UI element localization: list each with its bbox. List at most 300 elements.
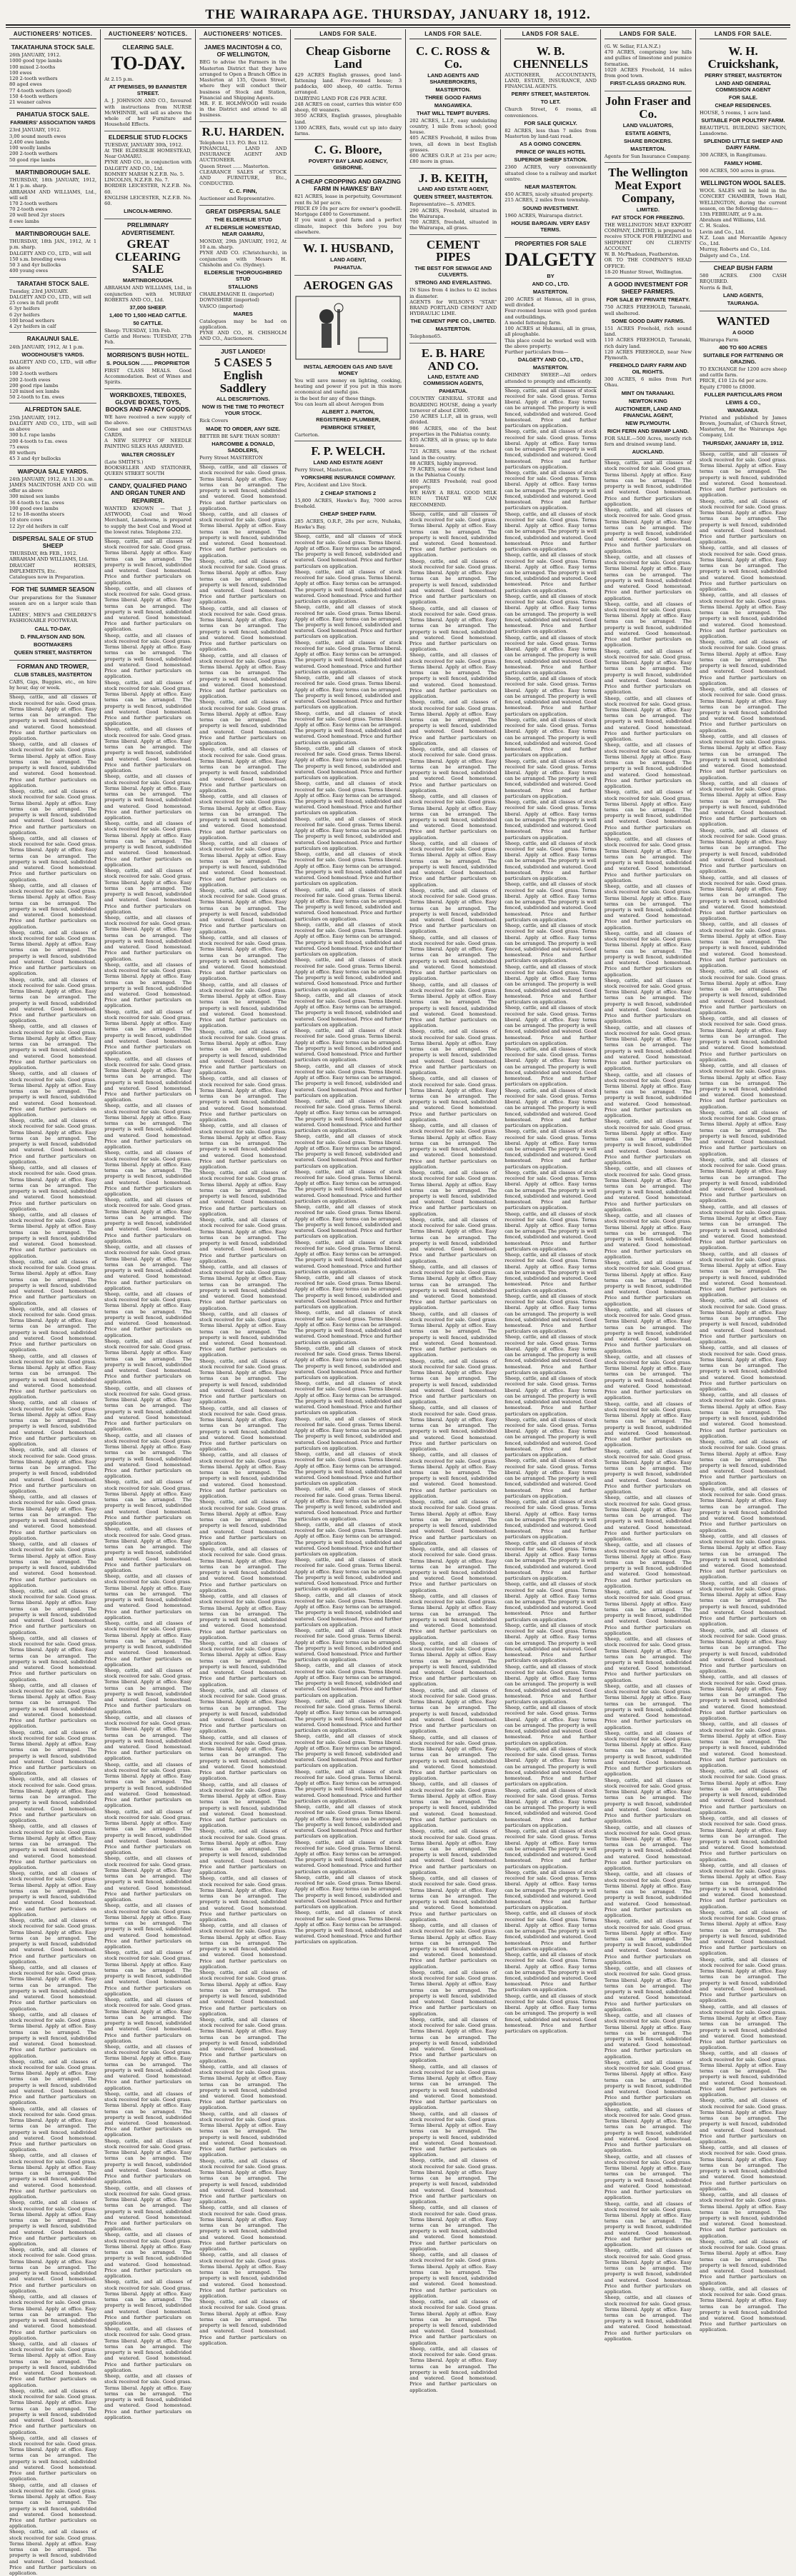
ad-line: Queen Street ...... Masterton. (199, 163, 270, 169)
ad-line: Catalogues may be had on application. (199, 318, 287, 330)
ad-title: TAKATAHUNA STOCK SALE. (11, 44, 95, 51)
ad-title: A CHEAP CROPPING AND GRAZING FARM IN HAWKES' BAY (295, 178, 401, 193)
ad-line: 400 TO 600 ACRES (719, 344, 767, 351)
filler-text: Sheep, cattle, and all classes of stock received for sale. Good grass. Terms liberal. Apply at office. Easy terms can be arranged. The property is well fenced, subdivided and watered. Good homestead. Price and further particulars on application. (604, 1871, 692, 1919)
column (695, 29, 790, 2333)
filler-text: Sheep, cattle, and all classes of stock received for sale. Good grass. Terms liberal. Apply at office. Easy terms can be arranged. The property is well fenced, subdivided and watered. Good homestead. Price and further particulars on application. (409, 1875, 497, 1923)
filler-text: Sheep, cattle, and all classes of stock received for sale. Good grass. Terms liberal. Apply at office. Easy terms can be arranged. The property is well fenced, subdivided and watered. Good homestead. Price and further particulars on application. (604, 1965, 692, 2013)
ad-line: AS A GOING CONCERN. (519, 141, 582, 148)
ad-line: 248 ACRES on coast, carries this winter 650 sheep, 60 weaners. (294, 101, 402, 114)
ad-title: ALFREDTON SALE. (24, 406, 81, 414)
filler-text: Sheep, cattle, and all classes of stock received for sale. Good grass. Terms liberal. Apply at office. Easy terms can be arranged. The property is well fenced, subdivided and watered. Good homestead. Price and further particulars on application. (9, 2247, 97, 2294)
ad-line: SPLENDID LITTLE SHEEP AND DAIRY FARM. (703, 138, 783, 151)
filler-text: Sheep, cattle, and all classes of stock received for sale. Good grass. Terms liberal. Apply at office. Easy terms can be arranged. The property is well fenced, subdivided and watered. Good homestead. Price and further particulars on application. (199, 793, 287, 841)
ad-line: SUITABLE FOR FATTENING OR GRAZING. (702, 351, 784, 365)
filler-text: Sheep, cattle, and all classes of stock received for sale. Good grass. Terms liberal. Apply at office. Easy terms can be arranged. The property is well fenced, subdivided and watered. Good homestead. Price and further particulars on application. (409, 1076, 497, 1123)
filler-text: Sheep, cattle, and all classes of stock received for sale. Good grass. Terms liberal. Apply at office. Easy terms can be arranged. The property is well fenced, subdivided and watered. Good homestead. Price and further particulars on application. (294, 533, 402, 569)
filler-text: Sheep, cattle, and all classes of stock received for sale. Good grass. Terms liberal. Apply at office. Easy terms can be arranged. The property is well fenced, subdivided and watered. Good homestead. Price and further particulars on application. (409, 1781, 497, 1829)
ad-line: PRICE, £10 12s 6d per acre. (699, 378, 768, 384)
filler-text: Sheep, cattle, and all classes of stock received for sale. Good grass. Terms liberal. Apply at office. Easy terms can be arranged. The property is well fenced, subdivided and watered. Good homestead. Price and further particulars on application. (699, 1298, 787, 1345)
filler-text: Sheep, cattle, and all classes of stock received for sale. Good grass. Terms liberal. Apply at office. Easy terms can be arranged. The property is well fenced, subdivided and watered. Good homestead. Price and further particulars on application. (409, 793, 497, 841)
ad-line: THE BEST FOR SEWAGE AND CULVERTS. (414, 265, 492, 279)
ad-line: Abraham and Williams, Ltd. (699, 217, 767, 224)
ad-line: STRONG AND EVERLASTING. (414, 279, 492, 286)
ad-line: FOR SALE.—500 Acres, mostly rich fern and drained swamp land. (604, 435, 692, 447)
filler-text: Sheep, cattle, and all classes of stock received for sale. Good grass. Terms liberal. Apply at office. Easy terms can be arranged. The property is well fenced, subdivided and watered. Good homestead. Price and further particulars on application. (409, 558, 497, 606)
advertisement (9, 333, 96, 404)
filler-text: Sheep, cattle, and all classes of stock received for sale. Good grass. Terms liberal. Apply at office. Easy terms can be arranged. The property is well fenced, subdivided and watered. Good homestead. Price and further particulars on application. (104, 2043, 192, 2091)
filler-text: Sheep, cattle, and all classes of stock received for sale. Good grass. Terms liberal. Apply at office. Easy terms can be arranged. The property is well fenced, subdivided and watered. Good homestead. Price and further particulars on application. (9, 1918, 97, 1965)
ad-line: A NEW SUPPLY OF NEEDLE PAINTING SILKS HAS ARRIVED. (104, 438, 192, 450)
ad-title: John Fraser and Co. (605, 94, 691, 121)
filler-text: Sheep, cattle, and all classes of stock received for sale. Good grass. Terms liberal. Apply at office. Easy terms can be arranged. The property is well fenced, subdivided and watered. Good homestead. Price and further particulars on application. (199, 887, 287, 935)
ad-line: 2 CHEAP STATIONS 2 (320, 489, 376, 496)
ad-line: LAND AND ESTATE AGENT, (417, 186, 489, 193)
ad-line: (G. W. Sellar, F.I.A.N.Z.) (604, 44, 661, 49)
ad-line: 50 good ripe lambs (9, 156, 56, 163)
ad-line: S. POULSON ........ PROPRIETOR (106, 359, 190, 366)
ad-line: CALL TO-DAY. (34, 625, 71, 632)
ad-title: DISPERSAL SALE OF STUD SHEEP (12, 534, 94, 549)
advertisement (9, 466, 96, 533)
filler-text: Sheep, cattle, and all classes of stock received for sale. Good grass. Terms liberal. Apply at office. Easy terms can be arranged. The property is well fenced, subdivided and watered. Good homestead. Price and further particulars on application. (104, 773, 192, 821)
filler-text: Sheep, cattle, and all classes of stock received for sale. Good grass. Terms liberal. Apply at office. Easy terms can be arranged. The property is well fenced, subdivided and watered. Good homestead. Price and further particulars on application. (604, 460, 692, 507)
advertisement (199, 346, 287, 464)
filler-text: Sheep, cattle, and all classes of stock received for sale. Good grass. Terms liberal. Apply at office. Easy terms can be arranged. The property is well fenced, subdivided and watered. Good homestead. Price and further particulars on application. (504, 470, 597, 511)
ad-line: 721 ACRES, some of the richest land in the country. (409, 448, 497, 461)
ad-line: C. C. FINN, (229, 188, 257, 195)
ad-line: LAND, ESTATE AND COMMISSION AGENTS, (423, 374, 484, 387)
filler-text: Sheep, cattle, and all classes of stock received for sale. Good grass. Terms liberal. Apply at office. Easy terms can be arranged. The property is well fenced, subdivided and watered. Good homestead. Price and further particulars on application. (9, 2011, 97, 2059)
ad-line: THURSDAY, 18th JANUARY, 1912, At 1 p.m. sharp. (9, 177, 97, 189)
filler-text: Sheep, cattle, and all classes of stock received for sale. Good grass. Terms liberal. Apply at office. Easy terms can be arranged. The property is well fenced, subdivided and watered. Good homestead. Price and further particulars on application. (9, 882, 97, 930)
ad-line: Tuesday, 23rd JANUARY. (9, 288, 69, 294)
ad-line: 429 ACRES English grasses, good land-fattening land. Five-roomed house; 3 paddocks, 400 sheep, 40 cattle. Terms arranged. (294, 71, 402, 96)
advertisement (9, 228, 96, 278)
ad-line: FAMILY HOME. (724, 159, 762, 166)
advertisement (9, 41, 96, 109)
ad-line: Cattle and Horses: TUESDAY, 27th Feb. (104, 334, 192, 346)
ad-title: C. G. Bloore, (314, 143, 382, 157)
filler-text: Sheep, cattle, and all classes of stock received for sale. Good grass. Terms liberal. Apply at office. Easy terms can be arranged. The property is well fenced, subdivided and watered. Good homestead. Price and further particulars on application. (604, 695, 692, 743)
filler-text: Sheep, cattle, and all classes of stock received for sale. Good grass. Terms liberal. Apply at office. Easy terms can be arranged. The property is well fenced, subdivided and watered. Good homestead. Price and further particulars on application. (604, 1213, 692, 1260)
ad-title: WELLINGTON WOOL SALES. (700, 179, 786, 186)
filler-text: Sheep, cattle, and all classes of stock received for sale. Good grass. Terms liberal. Apply at office. Easy terms can be arranged. The property is well fenced, subdivided and watered. Good homestead. Price and further particulars on application. (409, 1923, 497, 1970)
filler-text: Sheep, cattle, and all classes of stock received for sale. Good grass. Terms liberal. Apply at office. Easy terms can be arranged. The property is well fenced, subdivided and watered. Good homestead. Price and further particulars on application. (9, 976, 97, 1024)
column (100, 29, 195, 2420)
filler-text: Sheep, cattle, and all classes of stock received for sale. Good grass. Terms liberal. Apply at office. Easy terms can be arranged. The property is well fenced, subdivided and watered. Good homestead. Price and further particulars on application. (604, 1683, 692, 1730)
filler-text: Sheep, cattle, and all classes of stock received for sale. Good grass. Terms liberal. Apply at office. Easy terms can be arranged. The property is well fenced, subdivided and watered. Good homestead. Price and further particulars on application. (9, 1870, 97, 1918)
ad-line: 50 CATTLE. (133, 319, 163, 326)
ad-headline: DALGETY (504, 249, 597, 270)
filler-text: Sheep, cattle, and all classes of stock received for sale. Good grass. Terms liberal. Apply at office. Easy terms can be arranged. The property is well fenced, subdivided and watered. Good homestead. Price and further particulars on application. (604, 1448, 692, 1495)
filler-text: Sheep, cattle, and all classes of stock received for sale. Good grass. Terms liberal. Apply at office. Easy terms can be arranged. The property is well fenced, subdivided and watered. Good homestead. Price and further particulars on application. (9, 1071, 97, 1118)
filler-text: Sheep, cattle, and all classes of stock received for sale. Good grass. Terms liberal. Apply at office. Easy terms can be arranged. The property is well fenced, subdivided and watered. Good homestead. Price and further particulars on application. (699, 1251, 787, 1298)
filler-text: Sheep, cattle, and all classes of stock received for sale. Good grass. Terms liberal. Apply at office. Easy terms can be arranged. The property is well fenced, subdivided and watered. Good homestead. Price and further particulars on application. (9, 1635, 97, 1683)
filler-text: Sheep, cattle, and all classes of stock received for sale. Good grass. Terms liberal. Apply at office. Easy terms can be arranged. The property is well fenced, subdivided and watered. Good homestead. Price and further particulars on application. (294, 1239, 402, 1275)
filler-text: Sheep, cattle, and all classes of stock received for sale. Good grass. Terms liberal. Apply at office. Easy terms can be arranged. The property is well fenced, subdivided and watered. Good homestead. Price and further particulars on application. (294, 1098, 402, 1134)
ad-line: Perry Street MASTERTON (199, 454, 263, 461)
filler-text: Sheep, cattle, and all classes of stock received for sale. Good grass. Terms liberal. Apply at office. Easy terms can be arranged. The property is well fenced, subdivided and watered. Good homestead. Price and further particulars on application. (604, 2059, 692, 2107)
column (6, 29, 100, 2576)
ad-title: A GOOD INVESTMENT FOR SHEEP FARMERS. (608, 280, 688, 296)
ad-line: HARCOMBE & DONALD, SADDLERS, (212, 440, 275, 453)
filler-text: Sheep, cattle, and all classes of stock received for sale. Good grass. Terms liberal. Apply at office. Easy terms can be arranged. The property is well fenced, subdivided and watered. Good homestead. Price and further particulars on application. (409, 1358, 497, 1405)
advertisement (409, 344, 497, 511)
filler-text: Sheep, cattle, and all classes of stock received for sale. Good grass. Terms liberal. Apply at office. Easy terms can be arranged. The property is well fenced, subdivided and watered. Good homestead. Price and further particulars on application. (294, 675, 402, 711)
masthead-rule (6, 24, 790, 26)
filler-text: Sheep, cattle, and all classes of stock received for sale. Good grass. Terms liberal. Apply at office. Easy terms can be arranged. The property is well fenced, subdivided and watered. Good homestead. Price and further particulars on application. (604, 1306, 692, 1354)
ad-line: Our preparations for the Summer season are on a larger scale than ever. (9, 594, 97, 612)
ad-line: 80 aged ewes (9, 81, 42, 88)
ad-line: SOUND INVESTMENT. (522, 204, 579, 211)
advertisement (294, 276, 402, 441)
filler-text: Sheep, cattle, and all classes of stock received for sale. Good grass. Terms liberal. Apply at office. Easy terms can be arranged. The property is well fenced, subdivided and watered. Good homestead. Price and further particulars on application. (504, 1828, 597, 1870)
ad-line: 25th JANUARY, 1912. (9, 414, 61, 421)
ad-line: LEWIS & CO., (725, 399, 761, 406)
filler-text: Sheep, cattle, and all classes of stock received for sale. Good grass. Terms liberal. Apply at office. Easy terms can be arranged. The property is well fenced, subdivided and watered. Good homestead. Price and further particulars on application. (9, 2294, 97, 2341)
ad-line: FIRST CLASS MEALS. Good Accommodation. Best of Wines and Spirits. (104, 367, 192, 386)
ad-line: BOOKSELLER AND STATIONER, QUEEN STREET SOUTH (104, 464, 192, 476)
ad-line: 26th JANUARY, 1912. (9, 52, 61, 59)
filler-text: Sheep, cattle, and all classes of stock received for sale. Good grass. Terms liberal. Apply at office. Easy terms can be arranged. The property is well fenced, subdivided and watered. Good homestead. Price and further particulars on application. (409, 699, 497, 746)
ad-line: WE HAVE A REAL GOOD MILK RUN THAT WE CAN RECOMMEND. (409, 490, 497, 508)
ad-line: VASCO (imported) (199, 303, 244, 309)
filler-text: Sheep, cattle, and all classes of stock received for sale. Good grass. Terms liberal. Apply at office. Easy terms can be arranged. The property is well fenced, subdivided and watered. Good homestead. Price and further particulars on application. (294, 639, 402, 675)
ad-title: PAHIATUA STOCK SALE. (16, 111, 89, 119)
ad-line: MASTERTON. (435, 326, 471, 333)
filler-text: Sheep, cattle, and all classes of stock received for sale. Good grass. Terms liberal. Apply at office. Easy terms can be arranged. The property is well fenced, subdivided and watered. Good homestead. Price and further particulars on application. (9, 2340, 97, 2388)
filler-text: Sheep, cattle, and all classes of stock received for sale. Good grass. Terms liberal. Apply at office. Easy terms can be arranged. The property is well fenced, subdivided and watered. Good homestead. Price and further particulars on application. (409, 1969, 497, 2017)
filler-text: Sheep, cattle, and all classes of stock received for sale. Good grass. Terms liberal. Apply at office. Easy terms can be arranged. The property is well fenced, subdivided and watered. Good homestead. Price and further particulars on application. (294, 957, 402, 993)
ad-line: 750 ACRES FREEHOLD, Taranaki, well sheltered. (604, 304, 692, 316)
filler-text: Sheep, cattle, and all classes of stock received for sale. Good grass. Terms liberal. Apply at office. Easy terms can be arranged. The property is well fenced, subdivided and watered. Good homestead. Price and further particulars on application. (604, 2247, 692, 2295)
ad-title: W. I. HUSBAND, (303, 241, 394, 256)
ad-title: WORKBOXES, TIEBOXES, GLOVE BOXES, TOYS, BOOKS AND FANCY GOODS. (105, 391, 191, 413)
filler-text: Sheep, cattle, and all classes of stock received for sale. Good grass. Terms liberal. Apply at office. Easy terms can be arranged. The property is well fenced, subdivided and watered. Good homestead. Price and further particulars on application. (504, 1046, 597, 1088)
filler-text: Sheep, cattle, and all classes of stock received for sale. Good grass. Terms liberal. Apply at office. Easy terms can be arranged. The property is well fenced, subdivided and watered. Good homestead. Price and further particulars on application. (604, 1118, 692, 1166)
filler-text: Sheep, cattle, and all classes of stock received for sale. Good grass. Terms liberal. Apply at office. Easy terms can be arranged. The property is well fenced, subdivided and watered. Good homestead. Price and further particulars on application. (199, 981, 287, 1029)
ad-line: ALBERT J. PARTON, (322, 408, 375, 415)
advertisement (104, 389, 191, 481)
filler-text: Sheep, cattle, and all classes of stock received for sale. Good grass. Terms liberal. Apply at office. Easy terms can be arranged. The property is well fenced, subdivided and watered. Good homestead. Price and further particulars on application. (294, 1063, 402, 1098)
advertisement (700, 262, 787, 311)
ad-line: Rick Covers (199, 418, 229, 424)
ad-line: Church Street, 6 rooms, all conveniences. (504, 106, 597, 119)
ad-line: LINCOLNS, N.Z.F.B. No. 7. (104, 177, 169, 184)
ad-line: LAND AGENT, (330, 256, 367, 263)
filler-text: Sheep, cattle, and all classes of stock received for sale. Good grass. Terms liberal. Apply at office. Easy terms can be arranged. The property is well fenced, subdivided and watered. Good homestead. Price and further particulars on application. (409, 1028, 497, 1076)
filler-text: Sheep, cattle, and all classes of stock received for sale. Good grass. Terms liberal. Apply at office. Easy terms can be arranged. The property is well fenced, subdivided and watered. Good homestead. Price and further particulars on application. (409, 1310, 497, 1358)
ad-line: AGENTS for WILSON'S "STAR" BRAND PORTLAND CEMENT AND HYDRAULIC LIME. (409, 299, 497, 317)
filler-text: Sheep, cattle, and all classes of stock received for sale. Good grass. Terms liberal. Apply at office. Easy terms can be arranged. The property is well fenced, subdivided and watered. Good homestead. Price and further particulars on application. (699, 921, 787, 969)
filler-text: Sheep, cattle, and all classes of stock received for sale. Good grass. Terms liberal. Apply at office. Easy terms can be arranged. The property is well fenced, subdivided and watered. Good homestead. Price and further particulars on application. (294, 1486, 402, 1522)
filler-text: Sheep, cattle, and all classes of stock received for sale. Good grass. Terms liberal. Apply at office. Easy terms can be arranged. The property is well fenced, subdivided and watered. Good homestead. Price and further particulars on application. (9, 835, 97, 883)
ad-line: PRINCE OF WALES HOTEL (516, 149, 586, 156)
advertisement (294, 239, 402, 276)
filler-text: Sheep, cattle, and all classes of stock received for sale. Good grass. Terms liberal. Apply at office. Easy terms can be arranged. The property is well fenced, subdivided and watered. Good homestead. Price and further particulars on application. (504, 840, 597, 882)
ad-line: FAT STOCK FOR FREEZING. (612, 214, 685, 221)
filler-text: Sheep, cattle, and all classes of stock received for sale. Good grass. Terms liberal. Apply at office. Easy terms can be arranged. The property is well fenced, subdivided and watered. Good homestead. Price and further particulars on application. (604, 1636, 692, 1683)
ad-line: FARMERS' ASSOCIATION YARDS (10, 119, 96, 126)
filler-text: Sheep, cattle, and all classes of stock received for sale. Good grass. Terms liberal. Apply at office. Easy terms can be arranged. The property is well fenced, subdivided and watered. Good homestead. Price and further particulars on application. (199, 699, 287, 747)
advertisement (104, 131, 191, 220)
ad-line: WE have received a new supply of the above. (104, 414, 192, 426)
filler-text: Sheep, cattle, and all classes of stock received for sale. Good grass. Terms liberal. Apply at office. Easy terms can be arranged. The property is well fenced, subdivided and watered. Good homestead. Price and further particulars on application. (104, 2138, 192, 2185)
advertisement (294, 176, 402, 239)
filler-text: Sheep, cattle, and all classes of stock received for sale. Good grass. Terms liberal. Apply at office. Easy terms can be arranged. The property is well fenced, subdivided and watered. Good homestead. Price and further particulars on application. (9, 788, 97, 836)
filler-text: Sheep, cattle, and all classes of stock received for sale. Good grass. Terms liberal. Apply at office. Easy terms can be arranged. The property is well fenced, subdivided and watered. Good homestead. Price and further particulars on application. (699, 1721, 787, 1768)
ad-line: This place could be worked well with the above property. (504, 337, 597, 349)
filler-text: Sheep, cattle, and all classes of stock received for sale. Good grass. Terms liberal. Apply at office. Easy terms can be arranged. The property is well fenced, subdivided and watered. Good homestead. Price and further particulars on application. (699, 733, 787, 781)
filler-text: Sheep, cattle, and all classes of stock received for sale. Good grass. Terms liberal. Apply at office. Easy terms can be arranged. The property is well fenced, subdivided and watered. Good homestead. Price and further particulars on application. (104, 1761, 192, 1809)
filler-text: Sheep, cattle, and all classes of stock received for sale. Good grass. Terms liberal. Apply at office. Easy terms can be arranged. The property is well fenced, subdivided and watered. Good homestead. Price and further particulars on application. (504, 1458, 597, 1499)
ad-title: WANTED (716, 314, 770, 328)
ad-line: 24th JANUARY, 1912, At 1 p.m. (9, 344, 84, 350)
ad-title: CLEARING SALE. (122, 44, 174, 51)
filler-text: Sheep, cattle, and all classes of stock received for sale. Good grass. Terms liberal. Apply at office. Easy terms can be arranged. The property is well fenced, subdivided and watered. Good homestead. Price and further particulars on application. (294, 1204, 402, 1240)
ad-line: ABRAHAM AND WILLIAMS, Ltd. (9, 556, 89, 563)
filler-text: Sheep, cattle, and all classes of stock received for sale. Good grass. Terms liberal. Apply at office. Easy terms can be arranged. The property is well fenced, subdivided and watered. Good homestead. Price and further particulars on application. (409, 1123, 497, 1170)
filler-text: Sheep, cattle, and all classes of stock received for sale. Good grass. Terms liberal. Apply at office. Easy terms can be arranged. The property is well fenced, subdivided and watered. Good homestead. Price and further particulars on application. (9, 1823, 97, 1870)
filler-text: Sheep, cattle, and all classes of stock received for sale. Good grass. Terms liberal. Apply at office. Easy terms can be arranged. The property is well fenced, subdivided and watered. Good homestead. Price and further particulars on application. (699, 2238, 787, 2286)
filler-text: Sheep, cattle, and all classes of stock received for sale. Good grass. Terms liberal. Apply at office. Easy terms can be arranged. The property is well fenced, subdivided and watered. Good homestead. Price and further particulars on application. (699, 1956, 787, 2004)
ad-title: PROPERTIES FOR SALE (514, 239, 587, 247)
filler-text: Sheep, cattle, and all classes of stock received for sale. Good grass. Terms liberal. Apply at office. Easy terms can be arranged. The property is well fenced, subdivided and watered. Good homestead. Price and further particulars on application. (294, 1345, 402, 1380)
ad-line: At THE ELDERSLIE HOMESTEAD, Near OAMARU. (104, 148, 192, 160)
filler-text: Sheep, cattle, and all classes of stock received for sale. Good grass. Terms liberal. Apply at office. Easy terms can be arranged. The property is well fenced, subdivided and watered. Good homestead. Price and further particulars on application. (9, 2482, 97, 2530)
ad-line: RICH FERN AND SWAMP LAND. (607, 427, 690, 434)
advertisement (605, 91, 692, 163)
filler-text: Sheep, cattle, and all classes of stock received for sale. Good grass. Terms liberal. Apply at office. Easy terms can be arranged. The property is well fenced, subdivided and watered. Good homestead. Price and further particulars on application. (604, 507, 692, 554)
ad-line: SUITABLE FOR POULTRY FARM. (701, 116, 785, 124)
filler-text: Sheep, cattle, and all classes of stock received for sale. Good grass. Terms liberal. Apply at office. Easy terms can be arranged. The property is well fenced, subdivided and watered. Good homestead. Price and further particulars on application. (104, 1150, 192, 1197)
ad-line: PYNE AND CO., H. CHISHOLM AND CO., Auctioneers. (199, 330, 287, 342)
ad-line: 405 ACRES Freehold, 8 miles from town, all down in best English grasses. (409, 135, 497, 153)
filler-text: Sheep, cattle, and all classes of stock received for sale. Good grass. Terms liberal. Apply at office. Easy terms can be arranged. The property is well fenced, subdivided and watered. Good homestead. Price and further particulars on application. (9, 2529, 97, 2576)
filler-text: Sheep, cattle, and all classes of stock received for sale. Good grass. Terms liberal. Apply at office. Easy terms can be arranged. The property is well fenced, subdivided and watered. Good homestead. Price and further particulars on application. (199, 2110, 287, 2158)
filler-text: Sheep, cattle, and all classes of stock received for sale. Good grass. Terms liberal. Apply at office. Easy terms can be arranged. The property is well fenced, subdivided and watered. Good homestead. Price and further particulars on application. (9, 1494, 97, 1541)
advertisement (605, 163, 692, 279)
filler-text: Sheep, cattle, and all classes of stock received for sale. Good grass. Terms liberal. Apply at office. Easy terms can be arranged. The property is well fenced, subdivided and watered. Good homestead. Price and further particulars on application. (199, 464, 287, 511)
ad-line: MANGAWEKA. (434, 101, 472, 109)
filler-text: Sheep, cattle, and all classes of stock received for sale. Good grass. Terms liberal. Apply at office. Easy terms can be arranged. The property is well fenced, subdivided and watered. Good homestead. Price and further particulars on application. (294, 1698, 402, 1734)
advertisement (104, 349, 191, 389)
ad-line: 1020 ACRES Freehold, 14 miles from good town. (604, 66, 692, 79)
filler-text: Sheep, cattle, and all classes of stock received for sale. Good grass. Terms liberal. Apply at office. Easy terms can be arranged. The property is well fenced, subdivided and watered. Good homestead. Price and further particulars on application. (294, 1028, 402, 1063)
filler-text: Sheep, cattle, and all classes of stock received for sale. Good grass. Terms liberal. Apply at office. Easy terms can be arranged. The property is well fenced, subdivided and watered. Good homestead. Price and further particulars on application. (699, 1392, 787, 1439)
ad-line: TAURANGA. (727, 299, 760, 306)
ad-line: PYNE AND CO., in conjunction with DALGETY AND CO., Ltd. (104, 159, 192, 171)
ad-line: 100 2-tooth wethers (9, 371, 58, 377)
column-heading: LANDS FOR SALE. (294, 31, 402, 39)
ad-line: At 2.15 p.m. (104, 76, 134, 83)
filler-text: Sheep, cattle, and all classes of stock received for sale. Good grass. Terms liberal. Apply at office. Easy terms can be arranged. The property is well fenced, subdivided and watered. Good homestead. Price and further particulars on application. (604, 930, 692, 978)
filler-text: Sheep, cattle, and all classes of stock received for sale. Good grass. Terms liberal. Apply at office. Easy terms can be arranged. The property is well fenced, subdivided and watered. Good homestead. Price and further particulars on application. (409, 746, 497, 793)
ad-line: ABRAHAM AND WILLIAMS, Ltd., in conjunction with MURRAY ROBERTS AND CO., Ltd. (104, 285, 192, 303)
ad-title: TARATAHI STOCK SALE. (16, 279, 89, 287)
filler-text: Sheep, cattle, and all classes of stock received for sale. Good grass. Terms liberal. Apply at office. Easy terms can be arranged. The property is well fenced, subdivided and watered. Good homestead. Price and further particulars on application. (699, 592, 787, 639)
ad-line: IN Sizes from 4 inches to 42 inches in diameter. (409, 287, 497, 299)
ad-line: 79 ACRES, some of the richest land in the Pahiatua County. (409, 466, 497, 478)
filler-text: Sheep, cattle, and all classes of stock received for sale. Good grass. Terms liberal. Apply at office. Easy terms can be arranged. The property is well fenced, subdivided and watered. Good homestead. Price and further particulars on application. (104, 726, 192, 774)
ad-title: PRELIMINARY ADVERTISEMENT. (121, 221, 175, 236)
filler-text: Sheep, cattle, and all classes of stock received for sale. Good grass. Terms liberal. Apply at office. Easy terms can be arranged. The property is well fenced, subdivided and watered. Good homestead. Price and further particulars on application. (199, 1875, 287, 1923)
filler-text: Sheep, cattle, and all classes of stock received for sale. Good grass. Terms liberal. Apply at office. Easy terms can be arranged. The property is well fenced, subdivided and watered. Good homestead. Price and further particulars on application. (104, 1244, 192, 1291)
ad-line: 150 s.m. breeding ewes (9, 256, 66, 262)
advertisement (294, 140, 402, 176)
filler-text: Sheep, cattle, and all classes of stock received for sale. Good grass. Terms liberal. Apply at office. Easy terms can be arranged. The property is well fenced, subdivided and watered. Good homestead. Price and further particulars on application. (9, 2058, 97, 2106)
ad-line: PERRY STREET, MASTERTON (705, 71, 782, 79)
ad-line: 10 store cows (9, 517, 43, 523)
ad-line: 50 3 and 4yr bullocks (9, 262, 61, 269)
filler-text: Sheep, cattle, and all classes of stock received for sale. Good grass. Terms liberal. Apply at office. Easy terms can be arranged. The property is well fenced, subdivided and watered. Good homestead. Price and further particulars on application. (699, 1109, 787, 1157)
filler-text: Sheep, cattle, and all classes of stock received for sale. Good grass. Terms liberal. Apply at office. Easy terms can be arranged. The property is well fenced, subdivided and watered. Good homestead. Price and further particulars on application. (699, 545, 787, 593)
ad-line: FOR SALE BY PRIVATE TREATY. (606, 296, 690, 304)
ad-line: 3,00 sound mouth ewes (9, 133, 66, 139)
filler-text: Sheep, cattle, and all classes of stock received for sale. Good grass. Terms liberal. Apply at office. Easy terms can be arranged. The property is well fenced, subdivided and watered. Good homestead. Price and further particulars on application. (504, 511, 597, 553)
ad-line: REGISTERED PLUMBER, (316, 416, 381, 423)
ad-line: CHEAP SHEEP FARM. (319, 511, 377, 517)
ad-line: CHIMNEY SWEEP.—All orders attended to promptly and efficiently. (504, 372, 597, 384)
filler-text: Sheep, cattle, and all classes of stock received for sale. Good grass. Terms liberal. Apply at office. Easy terms can be arranged. The property is well fenced, subdivided and watered. Good homestead. Price and further particulars on application. (294, 1874, 402, 1910)
ad-line: 18-20 Hunter Street, Wellington. (604, 269, 683, 275)
masthead-rule-thin (6, 27, 790, 28)
ad-line: CABS, Gigs, Buggies, etc., on hire by hour, day or week. (9, 678, 97, 691)
ad-line: You will save money on lighting, cooking, heating and power if you put in this more economical and useful gas. (294, 377, 402, 396)
filler-text: Sheep, cattle, and all classes of stock received for sale. Good grass. Terms liberal. Apply at office. Easy terms can be arranged. The property is well fenced, subdivided and watered. Good homestead. Price and further particulars on application. (199, 652, 287, 700)
ad-line: 15,800 ACRES, Hawke's Bay, 7000 acres freehold. (294, 497, 402, 509)
ad-line: PERRY STREET, MASTERTON. (511, 91, 590, 98)
filler-text: Sheep, cattle, and all classes of stock received for sale. Good grass. Terms liberal. Apply at office. Easy terms can be arranged. The property is well fenced, subdivided and watered. Good homestead. Price and further particulars on application. (409, 1452, 497, 1499)
ad-headline: GREAT CLEARING SALE (115, 236, 181, 276)
ad-line: Catalogues now in Preparation. (9, 574, 85, 581)
filler-text: Sheep, cattle, and all classes of stock received for sale. Good grass. Terms liberal. Apply at office. Easy terms can be arranged. The property is well fenced, subdivided and watered. Good homestead. Price and further particulars on application. (409, 1405, 497, 1453)
ad-line: 20 well bred 2yr steers (9, 212, 65, 219)
ad-line: A GOOD (732, 329, 755, 336)
ad-title: E. B. HARE AND CO. (421, 346, 485, 373)
column-heading: LANDS FOR SALE. (504, 31, 597, 39)
filler-text: Sheep, cattle, and all classes of stock received for sale. Good grass. Terms liberal. Apply at office. Easy terms can be arranged. The property is well fenced, subdivided and watered. Good homestead. Price and further particulars on application. (199, 1263, 287, 1311)
filler-text: Sheep, cattle, and all classes of stock received for sale. Good grass. Terms liberal. Apply at office. Easy terms can be arranged. The property is well fenced, subdivided and watered. Good homestead. Price and further particulars on application. (104, 1103, 192, 1151)
filler-text: Sheep, cattle, and all classes of stock received for sale. Good grass. Terms liberal. Apply at office. Easy terms can be arranged. The property is well fenced, subdivided and watered. Good homestead. Price and further particulars on application. (604, 648, 692, 696)
filler-text: Sheep, cattle, and all classes of stock received for sale. Good grass. Terms liberal. Apply at office. Easy terms can be arranged. The property is well fenced, subdivided and watered. Good homestead. Price and further particulars on application. (294, 816, 402, 851)
ad-line: Sheep: TUESDAY, 13th Feb. (104, 327, 171, 334)
filler-text: Sheep, cattle, and all classes of stock received for sale. Good grass. Terms liberal. Apply at office. Easy terms can be arranged. The property is well fenced, subdivided and watered. Good homestead. Price and further particulars on application. (504, 923, 597, 964)
ad-line: TO LET. (540, 99, 561, 106)
ad-line: MADE TO ORDER, ANY SIZE. (206, 425, 281, 432)
ad-line: Come and see our CHRISTMAS CARDS. (104, 426, 192, 438)
ad-line: A model fattening farm. (504, 319, 562, 326)
filler-text: Sheep, cattle, and all classes of stock received for sale. Good grass. Terms liberal. Apply at office. Easy terms can be arranged. The property is well fenced, subdivided and watered. Good homestead. Price and further particulars on application. (504, 1705, 597, 1746)
filler-text: Sheep, cattle, and all classes of stock received for sale. Good grass. Terms liberal. Apply at office. Easy terms can be arranged. The property is well fenced, subdivided and watered. Good homestead. Price and further particulars on application. (104, 1808, 192, 1856)
filler-text: Sheep, cattle, and all classes of stock received for sale. Good grass. Terms liberal. Apply at office. Easy terms can be arranged. The property is well fenced, subdivided and watered. Good homestead. Price and further particulars on application. (504, 634, 597, 676)
filler-text: Sheep, cattle, and all classes of stock received for sale. Good grass. Terms liberal. Apply at office. Easy terms can be arranged. The property is well fenced, subdivided and watered. Good homestead. Price and further particulars on application. (104, 2090, 192, 2138)
filler-text: Sheep, cattle, and all classes of stock received for sale. Good grass. Terms liberal. Apply at office. Easy terms can be arranged. The property is well fenced, subdivided and watered. Good homestead. Price and further particulars on application. (104, 821, 192, 868)
filler-text: Sheep, cattle, and all classes of stock received for sale. Good grass. Terms liberal. Apply at office. Easy terms can be arranged. The property is well fenced, subdivided and watered. Good homestead. Price and further particulars on application. (104, 2373, 192, 2420)
ad-line: Four-roomed house with good garden and outbuildings. (504, 308, 597, 320)
filler-text: Sheep, cattle, and all classes of stock received for sale. Good grass. Terms liberal. Apply at office. Easy terms can be arranged. The property is well fenced, subdivided and watered. Good homestead. Price and further particulars on application. (699, 451, 787, 498)
ad-line: 170 2-tooth wethers (9, 201, 58, 207)
advertisement (199, 122, 287, 206)
filler-text: Sheep, cattle, and all classes of stock received for sale. Good grass. Terms liberal. Apply at office. Easy terms can be arranged. The property is well fenced, subdivided and watered. Good homestead. Price and further particulars on application. (504, 716, 597, 758)
filler-text: Sheep, cattle, and all classes of stock received for sale. Good grass. Terms liberal. Apply at office. Easy terms can be arranged. The property is well fenced, subdivided and watered. Good homestead. Price and further particulars on application. (294, 710, 402, 746)
filler-text: Sheep, cattle, and all classes of stock received for sale. Good grass. Terms liberal. Apply at office. Easy terms can be arranged. The property is well fenced, subdivided and watered. Good homestead. Price and further particulars on application. (699, 1203, 787, 1251)
ad-line: ESTATE AGENTS, (625, 130, 671, 137)
ad-line: 100 broad wethers (9, 317, 55, 324)
filler-text: Sheep, cattle, and all classes of stock received for sale. Good grass. Terms liberal. Apply at office. Easy terms can be arranged. The property is well fenced, subdivided and watered. Good homestead. Price and further particulars on application. (104, 1290, 192, 1338)
ad-line: QUEEN STREET, MASTERTON. (413, 194, 493, 201)
advertisement (199, 206, 287, 346)
ad-line: BEAUTIFUL BUILDING SECTION, Lansdowne. (699, 124, 787, 137)
ad-line: is the best for any of these things. (294, 395, 377, 401)
filler-text: Sheep, cattle, and all classes of stock received for sale. Good grass. Terms liberal. Apply at office. Easy terms can be arranged. The property is well fenced, subdivided and watered. Good homestead. Price and further particulars on application. (504, 1128, 597, 1170)
ad-line: 400 young ewes (9, 268, 49, 274)
filler-text: Sheep, cattle, and all classes of stock received for sale. Good grass. Terms liberal. Apply at office. Easy terms can be arranged. The property is well fenced, subdivided and watered. Good homestead. Price and further particulars on application. (504, 387, 597, 429)
filler-text: Sheep, cattle, and all classes of stock received for sale. Good grass. Terms liberal. Apply at office. Easy terms can be arranged. The property is well fenced, subdivided and watered. Good homestead. Price and further particulars on application. (409, 2205, 497, 2252)
ad-title: F. P. WELCH. (311, 444, 386, 458)
column-heading: AUCTIONEERS' NOTICES. (199, 31, 287, 39)
filler-text: Sheep, cattle, and all classes of stock received for sale. Good grass. Terms liberal. Apply at office. Easy terms can be arranged. The property is well fenced, subdivided and watered. Good homestead. Price and further particulars on application. (409, 1734, 497, 1782)
filler-text: Sheep, cattle, and all classes of stock received for sale. Good grass. Terms liberal. Apply at office. Easy terms can be arranged. The property is well fenced, subdivided and watered. Good homestead. Price and further particulars on application. (199, 558, 287, 606)
column-heading: AUCTIONEERS' NOTICES. (104, 31, 191, 39)
filler-text: Sheep, cattle, and all classes of stock received for sale. Good grass. Terms liberal. Apply at office. Easy terms can be arranged. The property is well fenced, subdivided and watered. Good homestead. Price and further particulars on application. (199, 1640, 287, 1688)
filler-text: Sheep, cattle, and all classes of stock received for sale. Good grass. Terms liberal. Apply at office. Easy terms can be arranged. The property is well fenced, subdivided and watered. Good homestead. Price and further particulars on application. (294, 1592, 402, 1628)
filler-text: Sheep, cattle, and all classes of stock received for sale. Good grass. Terms liberal. Apply at office. Easy terms can be arranged. The property is well fenced, subdivided and watered. Good homestead. Price and further particulars on application. (699, 1815, 787, 1863)
ad-line: WANGANUI. (727, 406, 759, 414)
columns (6, 29, 790, 2576)
filler-text: Sheep, cattle, and all classes of stock received for sale. Good grass. Terms liberal. Apply at office. Easy terms can be arranged. The property is well fenced, subdivided and watered. Good homestead. Price and further particulars on application. (409, 981, 497, 1029)
ad-line: Telephone65. (409, 334, 442, 340)
ad-line: THURSDAY, 8th FEB., 1912. (9, 551, 78, 557)
filler-text: Sheep, cattle, and all classes of stock received for sale. Good grass. Terms liberal. Apply at office. Easy terms can be arranged. The property is well fenced, subdivided and watered. Good homestead. Price and further particulars on application. (699, 498, 787, 546)
ad-line: LAND AGENTS, (723, 291, 763, 299)
filler-text: Sheep, cattle, and all classes of stock received for sale. Good grass. Terms liberal. Apply at office. Easy terms can be arranged. The property is well fenced, subdivided and watered. Good homestead. Price and further particulars on application. (199, 841, 287, 888)
filler-text: Sheep, cattle, and all classes of stock received for sale. Good grass. Terms liberal. Apply at office. Easy terms can be arranged. The property is well fenced, subdivided and watered. Good homestead. Price and further particulars on application. (504, 1293, 597, 1335)
ad-title: Cheap Gisborne Land (305, 44, 391, 71)
filler-text: Sheep, cattle, and all classes of stock received for sale. Good grass. Terms liberal. Apply at office. Easy terms can be arranged. The property is well fenced, subdivided and watered. Good homestead. Price and further particulars on application. (699, 1063, 787, 1110)
ad-line: MASTERTON. (435, 86, 471, 93)
ad-line: THURSDAY, JANUARY 18, 1912. (702, 439, 784, 446)
filler-text: Sheep, cattle, and all classes of stock received for sale. Good grass. Terms liberal. Apply at office. Easy terms can be arranged. The property is well fenced, subdivided and watered. Good homestead. Price and further particulars on application. (604, 2295, 692, 2342)
advertisement (9, 404, 96, 465)
ad-line: NOW IS THE TIME TO PROTECT YOUR STOCK. (202, 404, 284, 417)
advertisement (409, 235, 497, 344)
filler-text: Sheep, cattle, and all classes of stock received for sale. Good grass. Terms liberal. Apply at office. Easy terms can be arranged. The property is well fenced, subdivided and watered. Good homestead. Price and further particulars on application. (504, 1993, 597, 2035)
ad-line: 4 2yr heifers in calf (9, 324, 56, 330)
filler-text: Sheep, cattle, and all classes of stock received for sale. Good grass. Terms liberal. Apply at office. Easy terms can be arranged. The property is well fenced, subdivided and watered. Good homestead. Price and further particulars on application. (9, 1400, 97, 1448)
filler-text: Sheep, cattle, and all classes of stock received for sale. Good grass. Terms liberal. Apply at office. Easy terms can be arranged. The property is well fenced, subdivided and watered. Good homestead. Price and further particulars on application. (294, 1133, 402, 1169)
filler-text: Sheep, cattle, and all classes of stock received for sale. Good grass. Terms liberal. Apply at office. Easy terms can be arranged. The property is well fenced, subdivided and watered. Good homestead. Price and further particulars on application. (9, 1729, 97, 1777)
filler-text: Sheep, cattle, and all classes of stock received for sale. Good grass. Terms liberal. Apply at office. Easy terms can be arranged. The property is well fenced, subdivided and watered. Good homestead. Price and further particulars on application. (409, 887, 497, 935)
ad-line: CHEAP RESIDENCES. (715, 101, 772, 109)
filler-text: Sheep, cattle, and all classes of stock received for sale. Good grass. Terms liberal. Apply at office. Easy terms can be arranged. The property is well fenced, subdivided and watered. Good homestead. Price and further particulars on application. (409, 1687, 497, 1735)
filler-text: Sheep, cattle, and all classes of stock received for sale. Good grass. Terms liberal. Apply at office. Easy terms can be arranged. The property is well fenced, subdivided and watered. Good homestead. Price and further particulars on application. (604, 1260, 692, 1307)
filler-text: Sheep, cattle, and all classes of stock received for sale. Good grass. Terms liberal. Apply at office. Easy terms can be arranged. The property is well fenced, subdivided and watered. Good homestead. Price and further particulars on application. (699, 2145, 787, 2192)
column (500, 29, 600, 2035)
ad-title: JAMES MACINTOSH & CO, OF WELLINGTON, (204, 44, 282, 59)
ad-line: Telephone 113. P.O. Box 112. (199, 139, 269, 146)
ad-line: 200 ACRES at Hamua, all in grass, well divided. (504, 296, 597, 309)
ad-line: If you want a good farm and a perfect climate, inspect this before you buy elsewhere. (294, 217, 402, 235)
ad-line: DOWNSHIRE (imported) (199, 297, 259, 304)
filler-text: Sheep, cattle, and all classes of stock received for sale. Good grass. Terms liberal. Apply at office. Easy terms can be arranged. The property is well fenced, subdivided and watered. Good homestead. Price and further particulars on application. (199, 1452, 287, 1500)
ad-line: MASTERTON. (532, 288, 569, 295)
filler-text: Sheep, cattle, and all classes of stock received for sale. Good grass. Terms liberal. Apply at office. Easy terms can be arranged. The property is well fenced, subdivided and watered. Good homestead. Price and further particulars on application. (9, 741, 97, 788)
ad-line: 8 ewe lambs (9, 218, 39, 224)
ad-line: PRICE £9 10s per acre for owner's goodwill. Mortgage £400 to Government. (294, 205, 402, 218)
filler-text: Sheep, cattle, and all classes of stock received for sale. Good grass. Terms liberal. Apply at office. Easy terms can be arranged. The property is well fenced, subdivided and watered. Good homestead. Price and further particulars on application. (699, 1580, 787, 1628)
